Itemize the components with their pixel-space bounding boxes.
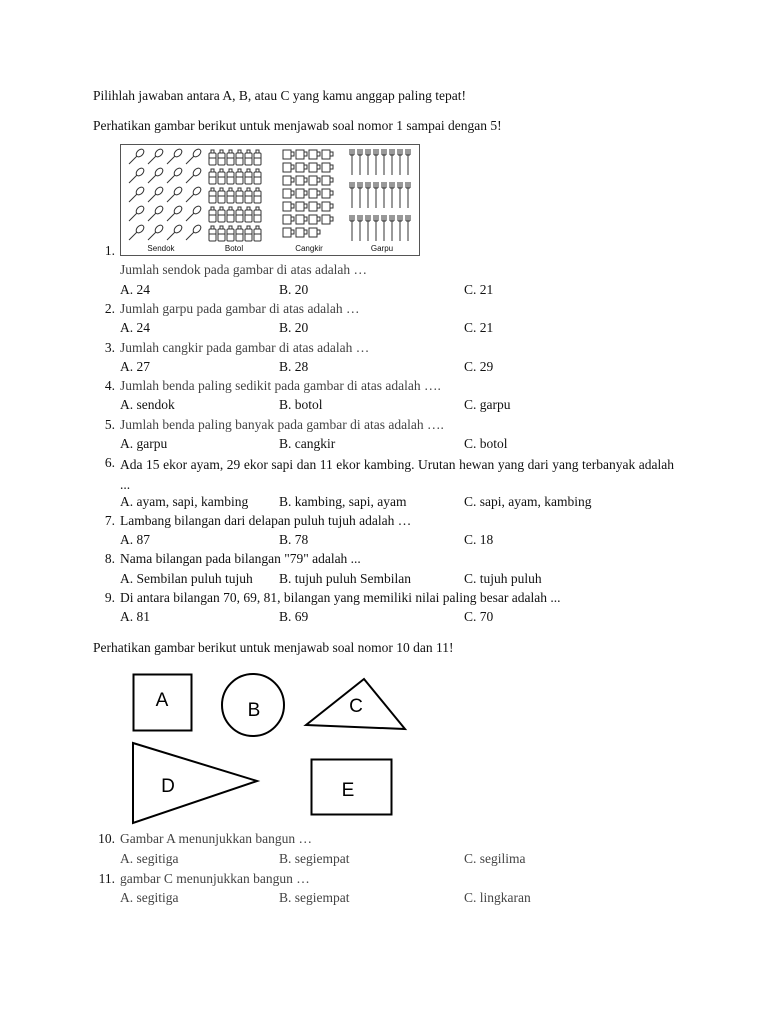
option-c[interactable]: C. 29	[464, 359, 494, 374]
fork-icon	[390, 149, 394, 175]
cup-icon	[283, 215, 294, 224]
bottle-icon	[245, 226, 252, 241]
bottle-icon	[209, 188, 216, 203]
option-c[interactable]: C. segilima	[464, 851, 526, 866]
option-b[interactable]: B. 20	[279, 320, 309, 335]
question-5-options	[120, 436, 680, 454]
fork-icon	[358, 215, 362, 241]
bottle-icon	[209, 226, 216, 241]
fork-icon	[382, 149, 386, 175]
cup-icon	[283, 176, 294, 185]
spoon-icon	[186, 148, 202, 164]
spoons-group	[129, 148, 202, 240]
shape-label-b: B	[247, 700, 261, 721]
bottle-icon	[245, 188, 252, 203]
question-text: Jumlah benda paling sedikit pada gambar di atas adalah ….	[120, 378, 441, 393]
question-4-options	[120, 397, 680, 415]
cup-icon	[322, 163, 333, 172]
question-number: 3.	[104, 340, 115, 355]
option-a[interactable]: A. 24	[120, 282, 150, 297]
question-number: 2.	[104, 301, 115, 316]
bottle-icon	[227, 188, 234, 203]
cup-icon	[322, 215, 333, 224]
cup-icon	[283, 189, 294, 198]
picture-label-cangkir: Cangkir	[295, 244, 323, 253]
option-b[interactable]: B. segiempat	[279, 851, 350, 866]
shape-label-d: D	[161, 776, 175, 797]
spoon-icon	[167, 167, 183, 183]
spoon-icon	[167, 224, 183, 240]
question-number: 9.	[104, 590, 115, 605]
bottle-icon	[227, 207, 234, 222]
option-a[interactable]: A. ayam, sapi, kambing	[120, 494, 249, 509]
fork-icon	[398, 182, 402, 208]
shapes-picture	[120, 668, 420, 832]
question-number: 7.	[104, 513, 115, 528]
bottle-icon	[236, 188, 243, 203]
question-text: Ada 15 ekor ayam, 29 ekor sapi dan 11 ekor kambing. Urutan hewan yang dari yang terbanyak adalah ...	[120, 457, 674, 492]
fork-icon	[350, 149, 354, 175]
fork-icon	[406, 215, 410, 241]
question-7-options	[120, 532, 680, 550]
option-c[interactable]: C. 21	[464, 282, 494, 297]
bottles-group	[209, 150, 261, 241]
option-b[interactable]: B. segiempat	[279, 890, 350, 905]
fork-icon	[406, 149, 410, 175]
question-number: 5.	[104, 417, 115, 432]
option-a[interactable]: A. Sembilan puluh tujuh	[120, 571, 253, 586]
option-c[interactable]: C. tujuh puluh	[464, 571, 542, 586]
cup-icon	[283, 228, 294, 237]
fork-icon	[358, 182, 362, 208]
question-text: Di antara bilangan 70, 69, 81, bilangan yang memiliki nilai paling besar adalah ...	[120, 590, 561, 605]
shape-label-c: C	[349, 696, 363, 717]
spoon-icon	[129, 224, 145, 240]
cup-icon	[322, 189, 333, 198]
cup-icon	[296, 202, 307, 211]
cup-icon	[309, 150, 320, 159]
question-number: 4.	[104, 378, 115, 393]
question-2-options	[120, 320, 680, 338]
spoon-icon	[167, 148, 183, 164]
option-b[interactable]: B. botol	[279, 397, 323, 412]
option-b[interactable]: B. kambing, sapi, ayam	[279, 494, 407, 509]
option-c[interactable]: C. garpu	[464, 397, 511, 412]
bottle-icon	[209, 150, 216, 165]
spoon-icon	[129, 148, 145, 164]
question-number: 8.	[104, 551, 115, 566]
bottle-icon	[245, 207, 252, 222]
spoon-icon	[129, 167, 145, 183]
bottle-icon	[209, 207, 216, 222]
option-b[interactable]: B. 69	[279, 609, 309, 624]
option-c[interactable]: C. botol	[464, 436, 508, 451]
bottle-icon	[218, 207, 225, 222]
fork-icon	[382, 182, 386, 208]
question-text: Lambang bilangan dari delapan puluh tujuh adalah …	[120, 513, 412, 528]
spoon-icon	[148, 224, 164, 240]
option-c[interactable]: C. 70	[464, 609, 494, 624]
fork-icon	[350, 182, 354, 208]
bottle-icon	[218, 169, 225, 184]
option-b[interactable]: B. 28	[279, 359, 309, 374]
spoon-icon	[148, 167, 164, 183]
question-text: gambar C menunjukkan bangun …	[120, 871, 310, 886]
fork-icon	[390, 182, 394, 208]
bottle-icon	[254, 226, 261, 241]
bottle-icon	[236, 150, 243, 165]
option-c[interactable]: C. sapi, ayam, kambing	[464, 494, 592, 509]
bottle-icon	[236, 226, 243, 241]
question-number: 10.	[98, 831, 115, 846]
question-text: Jumlah sendok pada gambar di atas adalah …	[120, 262, 368, 277]
spoon-icon	[129, 186, 145, 202]
bottle-icon	[236, 169, 243, 184]
cup-icon	[296, 215, 307, 224]
cup-icon	[322, 150, 333, 159]
option-b[interactable]: B. tujuh puluh Sembilan	[279, 571, 412, 586]
picture-label-sendok: Sendok	[147, 244, 175, 253]
fork-icon	[374, 182, 378, 208]
question-1-options	[120, 282, 680, 300]
option-c[interactable]: C. lingkaran	[464, 890, 531, 905]
cup-icon	[309, 202, 320, 211]
cup-icon	[309, 189, 320, 198]
cup-icon	[309, 176, 320, 185]
bottle-icon	[218, 226, 225, 241]
picture-label-garpu: Garpu	[370, 244, 394, 253]
cup-icon	[283, 202, 294, 211]
cup-icon	[296, 163, 307, 172]
triangle-shape-d	[133, 743, 257, 823]
objects-picture	[120, 144, 420, 256]
fork-icon	[406, 182, 410, 208]
cup-icon	[296, 189, 307, 198]
option-a[interactable]: A. 24	[120, 320, 150, 335]
cup-icon	[309, 163, 320, 172]
fork-icon	[358, 149, 362, 175]
question-number: 6.	[104, 455, 115, 470]
question-10-options	[120, 851, 680, 869]
fork-icon	[382, 215, 386, 241]
spoon-icon	[167, 205, 183, 221]
fork-icon	[366, 182, 370, 208]
bottle-icon	[227, 150, 234, 165]
bottle-icon	[227, 226, 234, 241]
option-a[interactable]: A. garpu	[120, 436, 168, 451]
circle-shape-b	[222, 674, 284, 736]
instruction-picture-1-5: Perhatikan gambar berikut untuk menjawab soal nomor 1 sampai dengan 5!	[93, 118, 502, 133]
spoon-icon	[148, 205, 164, 221]
bottle-icon	[254, 150, 261, 165]
question-8-options	[120, 571, 680, 589]
question-text: Jumlah benda paling banyak pada gambar di atas adalah ….	[120, 417, 444, 432]
fork-icon	[374, 215, 378, 241]
cups-group	[283, 150, 333, 237]
spoon-icon	[186, 167, 202, 183]
bottle-icon	[245, 169, 252, 184]
bottle-icon	[245, 150, 252, 165]
square-shape-a	[134, 675, 192, 731]
spoon-icon	[186, 224, 202, 240]
question-6-options	[120, 494, 680, 512]
instruction-picture-10-11: Perhatikan gambar berikut untuk menjawab soal nomor 10 dan 11!	[93, 640, 454, 655]
spoon-icon	[129, 205, 145, 221]
question-text: Nama bilangan pada bilangan "79" adalah ...	[120, 551, 361, 566]
question-number: 11.	[98, 871, 115, 886]
rectangle-shape-e	[312, 760, 392, 815]
question-9-options	[120, 609, 680, 627]
cup-icon	[283, 163, 294, 172]
spoon-icon	[186, 205, 202, 221]
option-c[interactable]: C. 21	[464, 320, 494, 335]
forks-group	[350, 149, 410, 241]
fork-icon	[350, 215, 354, 241]
question-text: Jumlah cangkir pada gambar di atas adalah …	[120, 340, 370, 355]
option-b[interactable]: B. cangkir	[279, 436, 336, 451]
instruction-choose: Pilihlah jawaban antara A, B, atau C yang kamu anggap paling tepat!	[93, 88, 467, 103]
question-text: Gambar A menunjukkan bangun …	[120, 831, 312, 846]
option-a[interactable]: A. 27	[120, 359, 150, 374]
shape-label-e: E	[341, 780, 355, 801]
cup-icon	[296, 228, 307, 237]
cup-icon	[296, 150, 307, 159]
spoon-icon	[148, 186, 164, 202]
option-a[interactable]: A. 87	[120, 532, 150, 547]
fork-icon	[374, 149, 378, 175]
question-number: 1.	[104, 243, 115, 258]
question-3-options	[120, 359, 680, 377]
shape-label-a: A	[155, 690, 169, 711]
fork-icon	[390, 215, 394, 241]
bottle-icon	[218, 150, 225, 165]
option-a[interactable]: A. segitiga	[120, 890, 179, 905]
cup-icon	[283, 150, 294, 159]
spoon-icon	[148, 148, 164, 164]
fork-icon	[398, 215, 402, 241]
option-c[interactable]: C. 18	[464, 532, 494, 547]
option-a[interactable]: A. 81	[120, 609, 150, 624]
bottle-icon	[254, 169, 261, 184]
cup-icon	[309, 215, 320, 224]
bottle-icon	[227, 169, 234, 184]
cup-icon	[296, 176, 307, 185]
fork-icon	[366, 215, 370, 241]
spoon-icon	[167, 186, 183, 202]
option-b[interactable]: B. 20	[279, 282, 309, 297]
option-a[interactable]: A. segitiga	[120, 851, 179, 866]
fork-icon	[366, 149, 370, 175]
bottle-icon	[209, 169, 216, 184]
picture-label-botol: Botol	[224, 244, 244, 253]
spoon-icon	[186, 186, 202, 202]
triangle-shape-c	[306, 679, 405, 729]
question-text: Jumlah garpu pada gambar di atas adalah …	[120, 301, 360, 316]
cup-icon	[309, 228, 320, 237]
bottle-icon	[254, 207, 261, 222]
fork-icon	[398, 149, 402, 175]
bottle-icon	[254, 188, 261, 203]
option-b[interactable]: B. 78	[279, 532, 309, 547]
cup-icon	[322, 176, 333, 185]
bottle-icon	[236, 207, 243, 222]
question-11-options	[120, 890, 680, 908]
cup-icon	[322, 202, 333, 211]
option-a[interactable]: A. sendok	[120, 397, 175, 412]
bottle-icon	[218, 188, 225, 203]
